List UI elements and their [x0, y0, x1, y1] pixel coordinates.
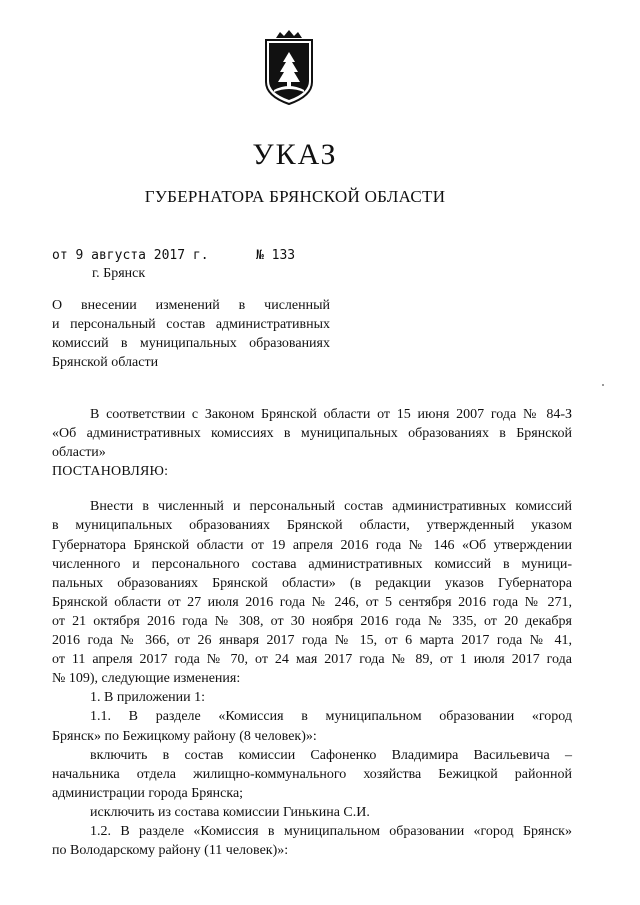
main-paragraph — [52, 497, 572, 688]
exclude-member — [52, 803, 572, 822]
subject-line: О внесении изменений в численный — [52, 298, 330, 313]
document-title: УКАЗ — [252, 138, 338, 171]
preamble-line: области» — [52, 445, 106, 461]
decree-date: от 9 августа 2017 г. — [52, 248, 209, 263]
decree-subject — [52, 296, 330, 372]
main-line: Внести в численный и персональный состав административных комиссий — [90, 499, 572, 515]
exclude-line: исключить из состава комиссии Гинькина С.И. — [90, 804, 370, 820]
item-1-1 — [52, 707, 572, 745]
include-line: включить в состав комиссии Сафоненко Владимира Васильевича – — [90, 747, 572, 763]
include-member — [52, 746, 572, 803]
main-line: № 109), следующие изменения: — [52, 671, 241, 687]
decree-date-number — [52, 248, 296, 263]
main-line: 2016 года № 366, от 26 января 2017 года № 15, от 6 марта 2017 года № 41, — [52, 633, 572, 649]
include-line: начальника отдела жилищно-коммунального хозяйства Бежицкой районной — [52, 766, 572, 782]
bryansk-coat-of-arms-emblem — [262, 30, 316, 108]
subject-line: комиссий в муниципальных образованиях — [52, 336, 330, 351]
preamble-line: В соответствии с Законом Брянской области от 15 июня 2007 года № 84-З — [90, 407, 572, 422]
item-1-2 — [52, 822, 572, 860]
subject-line: и персональный состав административных — [52, 317, 330, 332]
main-line: Губернатора Брянской области от 19 апреля 2016 года № 146 «Об утверждении — [52, 537, 572, 553]
main-line: численного и персонального состава административных комиссий в муници- — [52, 556, 572, 572]
main-line: в муниципальных образованиях Брянской области, утвержденный указом — [52, 518, 572, 534]
document-subtitle: ГУБЕРНАТОРА БРЯНСКОЙ ОБЛАСТИ — [144, 187, 446, 206]
item-1-1-line: Брянск» по Бежицкому району (8 человек)»: — [52, 728, 317, 744]
scan-speck — [602, 384, 604, 386]
decree-resolution-word: ПОСТАНОВЛЯЮ: — [52, 464, 169, 480]
decree-number: № 133 — [256, 248, 296, 263]
item-1 — [52, 688, 572, 707]
main-line: от 11 апреля 2017 года № 70, от 24 мая 2017 года № 89, от 1 июля 2017 года — [52, 652, 572, 668]
include-line: администрации города Брянска; — [52, 785, 244, 801]
decree-city: г. Брянск — [92, 266, 146, 281]
subject-line: Брянской области — [52, 355, 159, 370]
item-1-2-line: по Володарскому району (11 человек)»: — [52, 843, 289, 859]
item-1-line: 1. В приложении 1: — [90, 690, 206, 706]
main-line: от 21 октября 2016 года № 308, от 30 ноября 2016 года № 335, от 20 декабря — [52, 613, 572, 629]
preamble-paragraph — [52, 405, 572, 462]
preamble-line: «Об административных комиссиях в муниципальных образованиях в Брянской — [52, 426, 572, 442]
main-line: Брянской области от 27 июля 2016 года № 246, от 5 сентября 2016 года № 271, — [52, 594, 572, 610]
item-1-2-line: 1.2. В разделе «Комиссия в муниципальном образовании «город Брянск» — [90, 823, 572, 839]
decree-body — [52, 405, 572, 860]
main-line: пальных образованиях Брянской области» (в редакции указов Губернатора — [52, 575, 572, 591]
item-1-1-line: 1.1. В разделе «Комиссия в муниципальном образовании «город — [90, 709, 572, 725]
